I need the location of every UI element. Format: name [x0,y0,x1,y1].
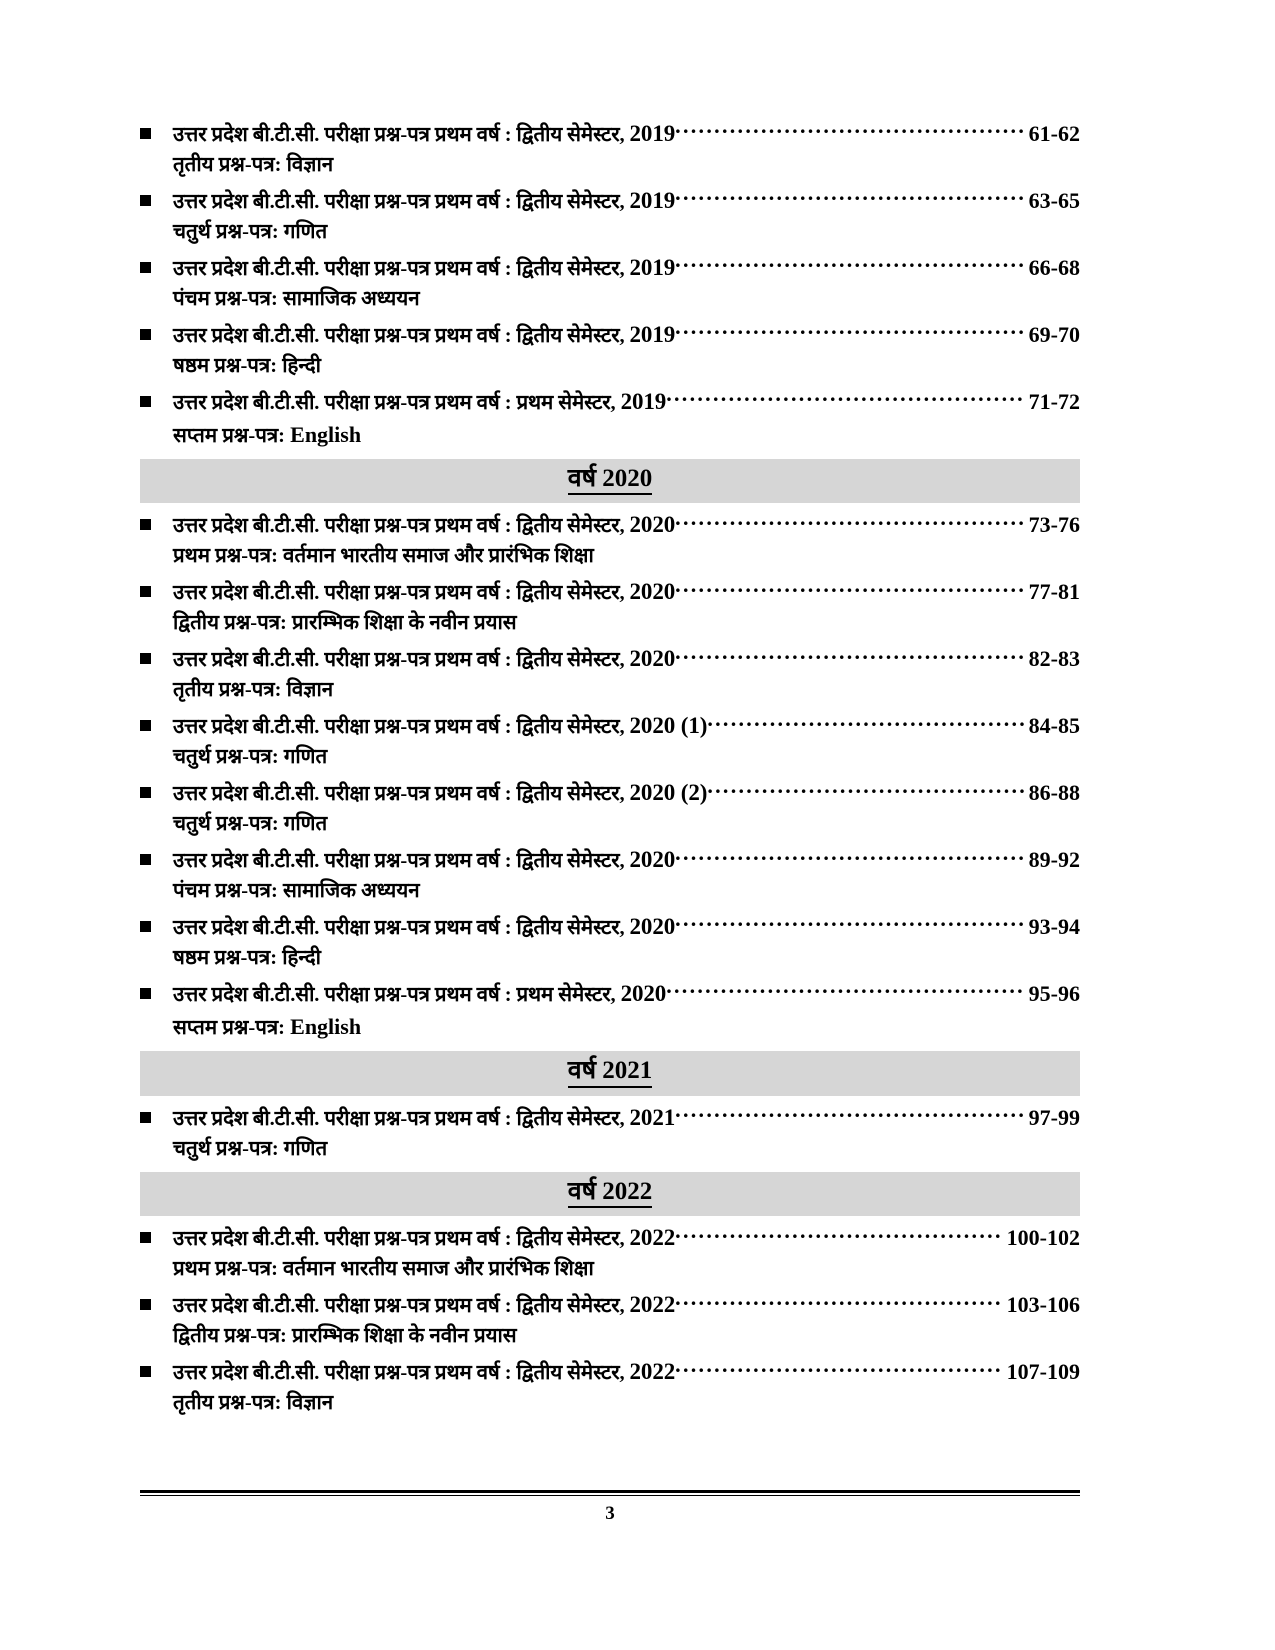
square-bullet-icon [140,1232,151,1243]
toc-entry-year: 2020 [620,981,667,1006]
dot-leader [675,650,1024,666]
toc-entry-subtitle-text: चतुर्थ प्रश्न-पत्र: गणित [173,220,328,243]
dot-leader [666,985,1023,1001]
toc-entry-line-primary [140,838,1080,875]
toc-entry-year: 2020 [629,579,676,605]
toc-entry-line-primary [140,905,1080,942]
dot-leader [675,516,1024,532]
toc-entry-line-subtitle [140,417,1080,450]
toc-entry-page-range: 82-83 [1028,646,1080,672]
square-bullet-icon [140,329,151,340]
square-bullet-icon [140,854,151,865]
toc-entry-title-text: उत्तर प्रदेश बी.टी.सी. परीक्षा प्रश्न-पत्र प्रथम वर्ष : द्वितीय सेमेस्टर, [173,1295,630,1318]
toc-entry-subtitle-text: प्रथम प्रश्न-पत्र: वर्तमान भारतीय समाज और प्रारंभिक शिक्षा [173,1258,594,1281]
toc-entry-line-subtitle [140,875,1080,905]
toc-entry-line-primary [140,1283,1080,1320]
toc-entry-year: 2020 [629,914,676,940]
toc-entry-subtitle-text: षष्ठम प्रश्न-पत्र: हिन्दी [173,354,321,377]
toc-entry-title [173,979,666,1009]
dot-leader [707,784,1023,800]
dot-leader [675,1296,1002,1312]
toc-entry-subtitle-latin: English [290,421,362,447]
dot-leader [666,393,1023,409]
toc-entry-year: 2019 [629,254,676,280]
toc-entry-title-text: उत्तर प्रदेश बी.टी.सी. परीक्षा प्रश्न-पत्र प्रथम वर्ष : द्वितीय सेमेस्टर, [173,783,630,806]
toc-entry-subtitle-text: तृतीय प्रश्न-पत्र: विज्ञान [173,679,334,702]
toc-entry-page-range: 66-68 [1028,254,1080,280]
toc-entry-line-primary [140,179,1080,216]
square-bullet-icon [140,586,151,597]
toc-entry[interactable] [140,503,1080,570]
toc-entry-line-primary [140,112,1080,149]
toc-entry-title-text: उत्तर प्रदेश बी.टी.सी. परीक्षा प्रश्न-पत्र प्रथम वर्ष : द्वितीय सेमेस्टर, [173,649,630,672]
dot-leader [675,326,1024,342]
toc-entry[interactable] [140,112,1080,179]
toc-entry[interactable] [140,570,1080,637]
year-header-bar [140,1051,1080,1096]
toc-entry-page-range: 63-65 [1028,187,1080,213]
toc-entry-line-subtitle [140,1009,1080,1042]
toc-entry-page-range: 95-96 [1028,981,1080,1006]
toc-entry-year: 2022 [629,1292,676,1318]
toc-entry-year: 2020 (1) [629,713,708,739]
toc-entry-page-range: 93-94 [1028,914,1080,940]
toc-entry-line-subtitle [140,283,1080,313]
dot-leader [707,717,1023,733]
toc-entry-title-text: उत्तर प्रदेश बी.टी.सी. परीक्षा प्रश्न-पत्र प्रथम वर्ष : द्वितीय सेमेस्टर, [173,324,630,347]
toc-entry-line-subtitle [140,350,1080,380]
square-bullet-icon [140,1299,151,1310]
toc-entry[interactable] [140,704,1080,771]
toc-entry-subtitle-text: द्वितीय प्रश्न-पत्र: प्रारम्भिक शिक्षा के नवीन प्रयास [173,1325,517,1348]
toc-entry-title [173,253,675,283]
toc-entry-title [173,845,675,875]
toc-entry-subtitle-text: पंचम प्रश्न-पत्र: सामाजिक अध्ययन [173,880,420,903]
square-bullet-icon [140,396,151,407]
toc-entry-page-range: 71-72 [1028,388,1080,414]
toc-entry-title-text: उत्तर प्रदेश बी.टी.सी. परीक्षा प्रश्न-पत्र प्रथम वर्ष : द्वितीय सेमेस्टर, [173,190,630,213]
toc-entry-title-text: उत्तर प्रदेश बी.टी.सी. परीक्षा प्रश्न-पत्र प्रथम वर्ष : द्वितीय सेमेस्टर, [173,1107,630,1130]
toc-entry-page-range: 103-106 [1006,1292,1080,1318]
toc-entry-title [173,510,675,540]
toc-entry-subtitle-text: चतुर्थ प्रश्न-पत्र: गणित [173,813,328,836]
toc-entry-year: 2020 [629,646,676,672]
square-bullet-icon [140,519,151,530]
toc-entry-page-range: 69-70 [1028,321,1080,347]
toc-entry-subtitle-text: सप्तम प्रश्न-पत्र: [173,424,291,447]
year-header-label: वर्ष 2020 [568,465,653,496]
toc-entry[interactable] [140,1350,1080,1417]
toc-entry-year: 2020 [629,512,676,538]
table-of-contents [140,112,1080,1417]
toc-entry[interactable] [140,972,1080,1042]
dot-leader [675,918,1024,934]
toc-entry-year: 2020 [629,847,676,873]
toc-entry-title [173,577,675,607]
dot-leader [675,583,1024,599]
year-header-label: वर्ष 2022 [568,1178,653,1209]
toc-entry-title [173,1290,675,1320]
toc-entry-line-subtitle [140,1133,1080,1163]
toc-entry-subtitle-latin: English [290,1013,362,1039]
toc-entry[interactable] [140,905,1080,972]
year-header-label: वर्ष 2021 [568,1057,653,1088]
toc-entry-title [173,912,675,942]
toc-entry-line-subtitle [140,1253,1080,1283]
toc-entry-line-primary [140,313,1080,350]
toc-entry-line-subtitle [140,674,1080,704]
toc-entry-subtitle-text: चतुर्थ प्रश्न-पत्र: गणित [173,1137,328,1160]
toc-entry-page-range: 97-99 [1028,1104,1080,1130]
toc-entry[interactable] [140,1216,1080,1283]
toc-entry-year: 2019 [620,388,667,414]
toc-entry[interactable] [140,637,1080,704]
toc-entry-title-text: उत्तर प्रदेश बी.टी.सी. परीक्षा प्रश्न-पत्र प्रथम वर्ष : द्वितीय सेमेस्टर, [173,716,630,739]
page-footer [140,1490,1080,1525]
footer-rule-top [140,1490,1080,1493]
toc-entry-title [173,1223,675,1253]
toc-entry-page-range: 84-85 [1028,713,1080,739]
toc-entry-line-primary [140,380,1080,417]
dot-leader [675,125,1024,141]
square-bullet-icon [140,988,151,999]
toc-entry-title [173,711,707,741]
toc-entry-line-primary [140,246,1080,283]
toc-entry-year: 2019 [629,321,676,347]
toc-entry-page-range: 86-88 [1028,780,1080,806]
toc-entry-title [173,1357,675,1387]
toc-entry-page-range: 61-62 [1028,121,1080,146]
square-bullet-icon [140,262,151,273]
toc-entry-line-primary [140,570,1080,607]
toc-entry-page-range: 89-92 [1028,847,1080,873]
toc-entry-subtitle-text: तृतीय प्रश्न-पत्र: विज्ञान [173,153,334,176]
toc-entry-subtitle-text: सप्तम प्रश्न-पत्र: [173,1016,291,1039]
toc-entry-title-text: उत्तर प्रदेश बी.टी.सी. परीक्षा प्रश्न-पत्र प्रथम वर्ष : प्रथम सेमेस्टर, [173,391,621,414]
toc-entry-title-text: उत्तर प्रदेश बी.टी.सी. परीक्षा प्रश्न-पत्र प्रथम वर्ष : द्वितीय सेमेस्टर, [173,1228,630,1251]
toc-entry-line-subtitle [140,540,1080,570]
toc-entry-line-subtitle [140,216,1080,246]
toc-entry[interactable] [140,838,1080,905]
footer-page-number: 3 [605,1503,615,1524]
square-bullet-icon [140,653,151,664]
toc-entry-year: 2020 (2) [629,780,708,806]
toc-entry-title [173,778,707,808]
toc-entry-title-text: उत्तर प्रदेश बी.टी.सी. परीक्षा प्रश्न-पत्र प्रथम वर्ष : द्वितीय सेमेस्टर, [173,1362,630,1385]
dot-leader [675,1109,1024,1125]
year-header-bar [140,1172,1080,1217]
dot-leader [675,1229,1002,1245]
toc-entry-subtitle-text: द्वितीय प्रश्न-पत्र: प्रारम्भिक शिक्षा के नवीन प्रयास [173,612,517,635]
toc-entry[interactable] [140,179,1080,246]
toc-entry[interactable] [140,1096,1080,1163]
toc-entry-line-subtitle [140,942,1080,972]
toc-entry[interactable] [140,380,1080,450]
toc-entry[interactable] [140,246,1080,313]
toc-entry-line-subtitle [140,808,1080,838]
square-bullet-icon [140,1112,151,1123]
toc-entry-line-subtitle [140,149,1080,179]
toc-entry-title [173,1103,675,1133]
toc-entry-line-primary [140,1350,1080,1387]
toc-entry-year: 2022 [629,1225,676,1251]
toc-entry-line-subtitle [140,1320,1080,1350]
toc-entry-line-primary [140,1096,1080,1133]
toc-entry-line-subtitle [140,607,1080,637]
toc-entry-subtitle-text: तृतीय प्रश्न-पत्र: विज्ञान [173,1392,334,1415]
toc-entry-title [173,119,675,149]
dot-leader [675,259,1024,275]
toc-entry-title [173,387,666,417]
toc-entry-line-subtitle [140,741,1080,771]
toc-entry-title-text: उत्तर प्रदेश बी.टी.सी. परीक्षा प्रश्न-पत्र प्रथम वर्ष : द्वितीय सेमेस्टर, [173,582,630,605]
toc-entry-line-subtitle [140,1387,1080,1417]
toc-entry-line-primary [140,771,1080,808]
toc-entry-year: 2019 [629,121,676,146]
toc-entry-title-text: उत्तर प्रदेश बी.टी.सी. परीक्षा प्रश्न-पत्र प्रथम वर्ष : द्वितीय सेमेस्टर, [173,917,630,940]
square-bullet-icon [140,720,151,731]
toc-entry-title-text: उत्तर प्रदेश बी.टी.सी. परीक्षा प्रश्न-पत्र प्रथम वर्ष : द्वितीय सेमेस्टर, [173,850,630,873]
year-header-bar [140,459,1080,504]
toc-entry-subtitle-text: पंचम प्रश्न-पत्र: सामाजिक अध्ययन [173,287,420,310]
toc-entry-title [173,644,675,674]
toc-entry-title [173,186,675,216]
toc-entry-line-primary [140,972,1080,1009]
square-bullet-icon [140,128,151,139]
toc-entry-year: 2019 [629,187,676,213]
dot-leader [675,1363,1002,1379]
toc-entry-page-range: 100-102 [1006,1225,1080,1251]
toc-entry-page-range: 77-81 [1028,579,1080,605]
toc-entry-line-primary [140,1216,1080,1253]
toc-entry-line-primary [140,503,1080,540]
toc-entry-title-text: उत्तर प्रदेश बी.टी.सी. परीक्षा प्रश्न-पत्र प्रथम वर्ष : द्वितीय सेमेस्टर, [173,257,630,280]
toc-entry-subtitle-text: षष्ठम प्रश्न-पत्र: हिन्दी [173,946,321,969]
toc-entry[interactable] [140,1283,1080,1350]
toc-entry-line-primary [140,637,1080,674]
toc-entry-year: 2022 [629,1359,676,1385]
dot-leader [675,192,1024,208]
toc-entry[interactable] [140,771,1080,838]
toc-entry[interactable] [140,313,1080,380]
square-bullet-icon [140,195,151,206]
toc-entry-line-primary [140,704,1080,741]
square-bullet-icon [140,921,151,932]
toc-entry-year: 2021 [629,1104,676,1130]
toc-entry-title-text: उत्तर प्रदेश बी.टी.सी. परीक्षा प्रश्न-पत्र प्रथम वर्ष : द्वितीय सेमेस्टर, [173,124,630,146]
toc-entry-title-text: उत्तर प्रदेश बी.टी.सी. परीक्षा प्रश्न-पत्र प्रथम वर्ष : प्रथम सेमेस्टर, [173,984,621,1006]
toc-entry-title [173,320,675,350]
toc-entry-subtitle-text: प्रथम प्रश्न-पत्र: वर्तमान भारतीय समाज और प्रारंभिक शिक्षा [173,545,594,568]
toc-entry-subtitle-text: चतुर्थ प्रश्न-पत्र: गणित [173,746,328,769]
toc-entry-page-range: 73-76 [1028,512,1080,538]
square-bullet-icon [140,787,151,798]
toc-entry-page-range: 107-109 [1006,1359,1080,1385]
toc-entry-title-text: उत्तर प्रदेश बी.टी.सी. परीक्षा प्रश्न-पत्र प्रथम वर्ष : द्वितीय सेमेस्टर, [173,515,630,538]
dot-leader [675,851,1024,867]
square-bullet-icon [140,1366,151,1377]
